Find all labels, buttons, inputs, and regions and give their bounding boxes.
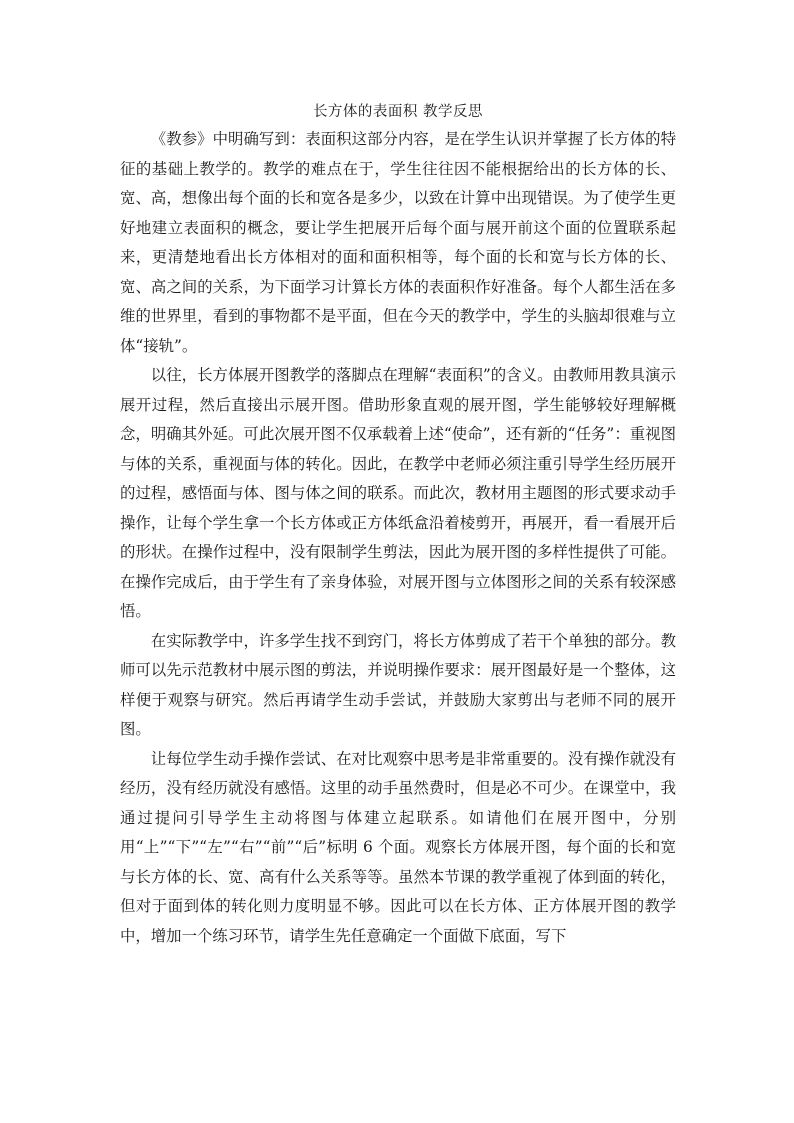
document-title: 长方体的表面积 教学反思 bbox=[312, 104, 484, 120]
document-body bbox=[120, 100, 676, 951]
paragraph-4: 让每位学生动手操作尝试、在对比观察中思考是非常重要的。没有操作就没有经历，没有经历就没有感悟。这里的动手虽然费时，但是必不可少。在课堂中，我通过提问引导学生主动将图与体建立起联系。如请他们在展开图中，分别用“上”“下”“左”“右”“前”“后”标明 6 个面。观察长方体展开图，每个面的长和宽与长方体的长、宽、高有什么关系等等。虽然本节课的教学重视了体到面的转化，但对于面到体的转化则力度明显不够。因此可以在长方体、正方体展开图的教学中，增加一个练习环节，请学生先任意确定一个面做下底面，写下 bbox=[120, 749, 676, 945]
paragraph-3: 在实际教学中，许多学生找不到窍门，将长方体剪成了若干个单独的部分。教师可以先示范教材中展示图的剪法，并说明操作要求：展开图最好是一个整体，这样便于观察与研究。然后再请学生动手尝试，并鼓励大家剪出与老师不同的展开图。 bbox=[120, 631, 676, 738]
paragraph-1: 《教参》中明确写到：表面积这部分内容，是在学生认识并掌握了长方体的特征的基础上教学的。教学的难点在于，学生往往因不能根据给出的长方体的长、宽、高，想像出每个面的长和宽各是多少，以致在计算中出现错误。为了使学生更好地建立表面积的概念，要让学生把展开后每个面与展开前这个面的位置联系起来，更清楚地看出长方体相对的面和面积相等，每个面的长和宽与长方体的长、宽、高之间的关系，为下面学习计算长方体的表面积作好准备。每个人都生活在多维的世界里，看到的事物都不是平面，但在今天的教学中，学生的头脑却很难与立体“接轨”。 bbox=[120, 130, 676, 355]
paragraph-2: 以往，长方体展开图教学的落脚点在理解“表面积”的含义。由教师用教具演示展开过程，然后直接出示展开图。借助形象直观的展开图，学生能够较好理解概念，明确其外延。可此次展开图不仅承载着上述“使命”，还有新的“任务”：重视图与体的关系，重视面与体的转化。因此，在教学中老师必须注重引导学生经历展开的过程，感悟面与体、图与体之间的联系。而此次，教材用主题图的形式要求动手操作，让每个学生拿一个长方体或正方体纸盒沿着棱剪开，再展开，看一看展开后的形状。在操作过程中，没有限制学生剪法，因此为展开图的多样性提供了可能。在操作完成后，由于学生有了亲身体验，对展开图与立体图形之间的关系有较深感悟。 bbox=[120, 366, 676, 620]
